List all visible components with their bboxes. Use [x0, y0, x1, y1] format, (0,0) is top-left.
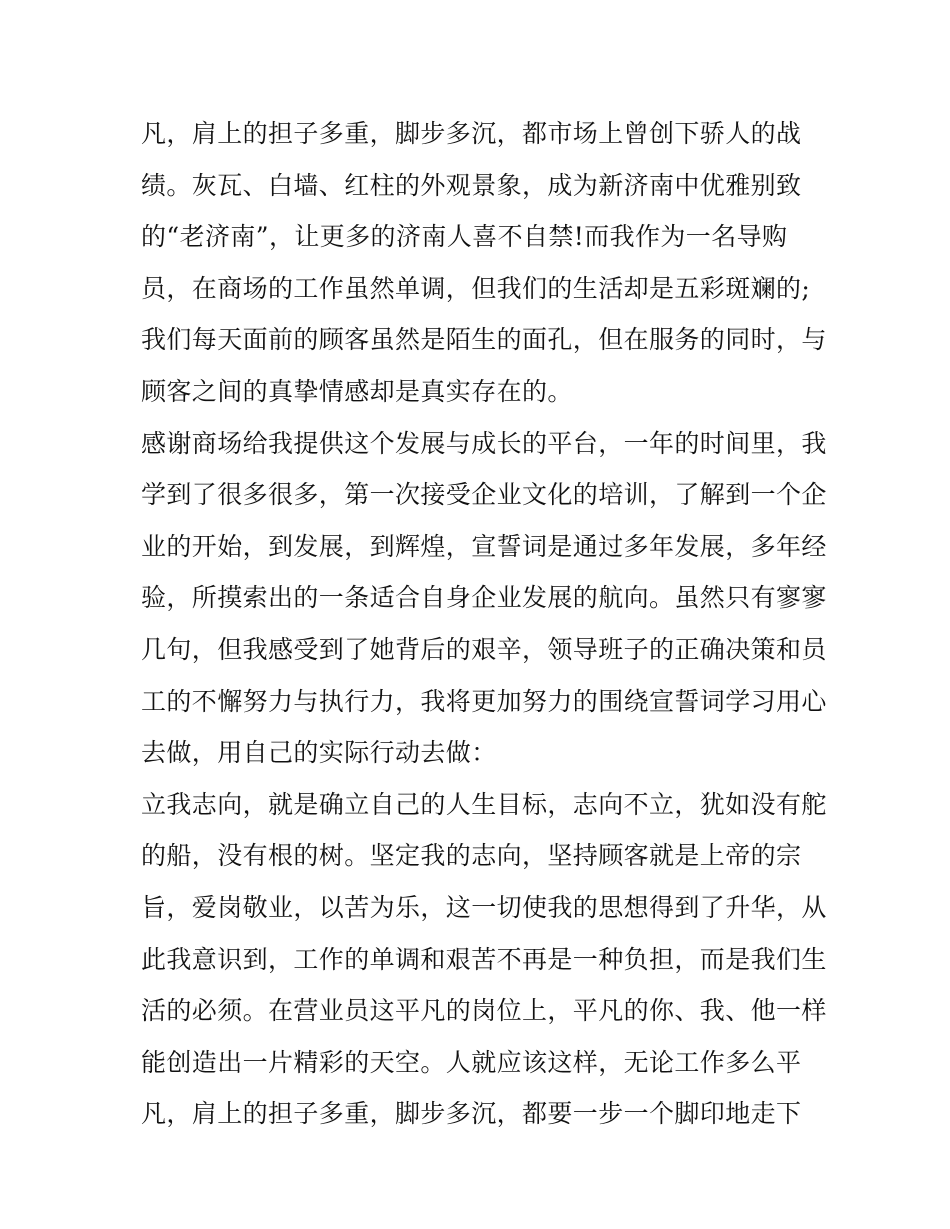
text-line: 感谢商场给我提供这个发展与成长的平台，一年的时间里，我	[141, 428, 827, 458]
text-line: 此我意识到，工作的单调和艰苦不再是一种负担，而是我们生	[141, 944, 827, 974]
text-line: 员，在商场的工作虽然单调，但我们的生活却是五彩斑斓的;	[141, 273, 811, 303]
text-line: 我们每天面前的顾客虽然是陌生的面孔，但在服务的同时，与	[141, 325, 827, 355]
text-line: 学到了很多很多，第一次接受企业文化的培训，了解到一个企	[141, 480, 827, 510]
body-text	[141, 108, 831, 1140]
text-line: 绩。灰瓦、白墙、红柱的外观景象，成为新济南中优雅别致	[141, 170, 802, 200]
text-line: 活的必须。在营业员这平凡的岗位上，平凡的你、我、他一样	[141, 996, 827, 1026]
text-line: 立我志向，就是确立自己的人生目标，志向不立，犹如没有舵	[141, 789, 827, 819]
text-line: 业的开始，到发展，到辉煌，宣誓词是通过多年发展，多年经	[141, 531, 827, 561]
text-line: 旨，爱岗敬业，以苦为乐，这一切使我的思想得到了升华，从	[141, 892, 827, 922]
text-line: 几句，但我感受到了她背后的艰辛，领导班子的正确决策和员	[141, 634, 827, 664]
text-line: 验，所摸索出的一条适合自身企业发展的航向。虽然只有寥寥	[141, 583, 827, 613]
text-line: 工的不懈努力与执行力，我将更加努力的围绕宣誓词学习用心	[141, 686, 827, 716]
text-line: 的“老济南”，让更多的济南人喜不自禁!而我作为一名导购	[141, 222, 788, 252]
text-line: 去做，用自己的实际行动去做：	[141, 738, 497, 768]
text-line: 的船，没有根的树。坚定我的志向，坚持顾客就是上帝的宗	[141, 841, 802, 871]
text-line: 能创造出一片精彩的天空。人就应该这样，无论工作多么平	[141, 1047, 802, 1077]
text-line: 凡，肩上的担子多重，脚步多沉，都要一步一个脚印地走下	[141, 1099, 802, 1129]
text-line: 顾客之间的真挚情感却是真实存在的。	[141, 376, 573, 406]
text-line: 凡，肩上的担子多重，脚步多沉，都市场上曾创下骄人的战	[141, 119, 802, 148]
